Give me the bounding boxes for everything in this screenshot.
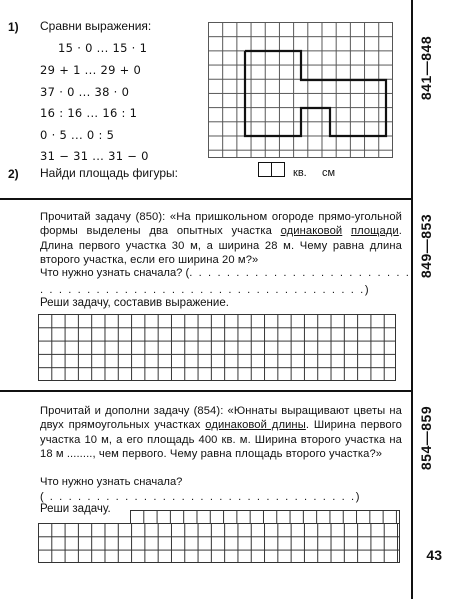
task-range-label: 841—848 xyxy=(417,35,434,101)
task-title: Сравни выражения: xyxy=(40,19,152,33)
area-figure xyxy=(208,22,394,159)
task-number: 1) xyxy=(8,20,19,34)
task-854-text: Прочитай и дополни задачу (854): «Юннаты выращивают цветы на двух прямоугольных участках одинаковой длины. Ширина первого участка 10 м, а его площадь 400 кв. м. Ширина второго участка на 18 м ........, чем первого. Чему равна площадь второго участка?» xyxy=(40,405,402,461)
instruction: Реши задачу, составив выражение. xyxy=(40,297,229,309)
question-prompt: Что нужно узнать сначала? (. . . . . . . . . . . . . . . . . . . . . . . . xyxy=(40,267,411,279)
expression: 31 − 31 ... 31 − 0 xyxy=(40,149,149,163)
task-range-label: 849—853 xyxy=(417,213,434,279)
answer-line[interactable]: . . . . . . . . . . . . . . . . . . . . . . . . . . . . . . . . . . .) xyxy=(40,284,369,296)
task-number: 2) xyxy=(8,167,19,181)
unit-label: см xyxy=(322,167,336,179)
answer-grid[interactable] xyxy=(130,510,400,524)
answer-grid[interactable] xyxy=(38,314,396,381)
page-number: 43 xyxy=(426,547,442,563)
expression: 16 : 16 ... 16 : 1 xyxy=(40,106,138,120)
task-range-label: 854—859 xyxy=(417,405,434,471)
question-prompt: Что нужно узнать сначала? xyxy=(40,476,183,488)
instruction: Реши задачу. xyxy=(40,503,111,515)
answer-box[interactable] xyxy=(271,162,285,177)
expression: 15 · 0 ... 15 · 1 xyxy=(58,41,148,55)
task-850-text: Прочитай задачу (850): «На пришкольном огороде прямо-угольной формы выделены два опытных участка одинаковой площади. Длина первого участка 30 м, а ширина 28 м. Чему равна длина второго участка, если его ширина 20 м?» xyxy=(40,211,402,267)
answer-line[interactable]: ( . . . . . . . . . . . . . . . . . . . . . . . . . . . . . . . . .) xyxy=(40,491,360,503)
margin-rule xyxy=(411,0,413,599)
expression: 29 + 1 ... 29 + 0 xyxy=(40,63,142,77)
unit-label: кв. xyxy=(293,167,307,179)
task-text: Найди площадь фигуры: xyxy=(40,166,178,180)
section-separator xyxy=(0,390,413,392)
expression: 37 · 0 ... 38 · 0 xyxy=(40,85,130,99)
answer-grid[interactable] xyxy=(38,523,400,563)
answer-box[interactable] xyxy=(258,162,272,177)
expression: 0 · 5 ... 0 : 5 xyxy=(40,128,115,142)
section-separator xyxy=(0,198,413,200)
